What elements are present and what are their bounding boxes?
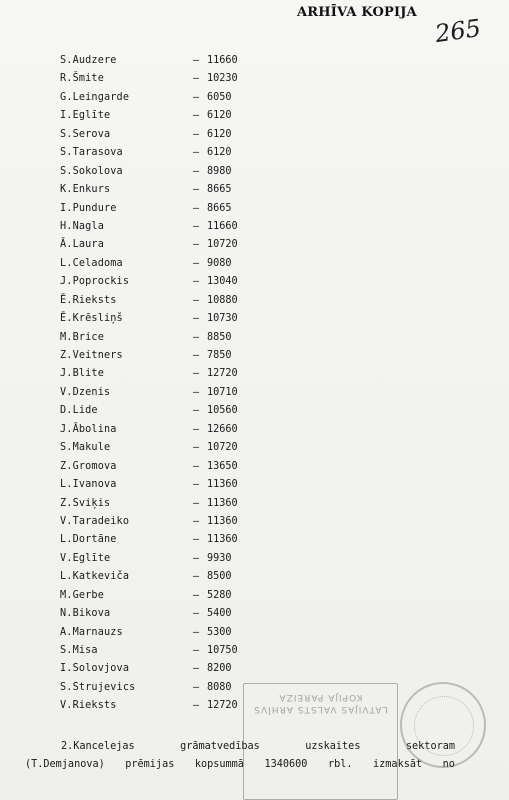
- footer-word: 2.Kancelejas: [61, 741, 135, 752]
- bonus-amount: 5400: [207, 608, 232, 620]
- list-item: [60, 218, 280, 236]
- dash-separator: –: [193, 405, 200, 417]
- list-item: [60, 236, 280, 254]
- list-item: [60, 163, 280, 181]
- bonus-amount: 12660: [207, 423, 238, 435]
- bonus-amount: 8665: [207, 184, 232, 196]
- employee-name: J.Poprockis: [60, 276, 130, 288]
- footer-word: sektoram: [405, 741, 455, 752]
- employee-name: J.Blite: [60, 368, 104, 380]
- employee-name: M.Brice: [60, 331, 104, 343]
- bonus-amount: 6120: [207, 110, 232, 122]
- bonus-amount: 9930: [207, 552, 232, 564]
- list-item: [60, 513, 280, 531]
- footer-word: izmaksāt: [373, 759, 423, 770]
- list-item: [60, 660, 280, 678]
- employee-name: Z.Gromova: [60, 460, 117, 472]
- employee-name: M.Gerbe: [60, 589, 104, 601]
- employee-name: Z.Veitners: [60, 350, 123, 361]
- employee-name: S.Misa: [60, 645, 98, 656]
- bonus-amount: 12720: [207, 368, 238, 380]
- footer-word: 1340600: [264, 759, 308, 770]
- list-item: [60, 200, 280, 218]
- employee-name: D.Lide: [60, 405, 98, 417]
- employee-name: N.Bikova: [60, 608, 111, 620]
- dash-separator: –: [193, 110, 200, 122]
- list-item: [60, 476, 280, 494]
- dash-separator: –: [193, 423, 200, 435]
- list-item: [60, 642, 280, 660]
- footer-word: rbl.: [327, 759, 353, 770]
- bonus-amount: 5280: [207, 589, 232, 601]
- bonus-amount: 11660: [207, 220, 238, 232]
- dash-separator: –: [193, 294, 200, 306]
- employee-name: V.Dzenis: [60, 386, 111, 398]
- employee-name: G.Leingarde: [60, 91, 130, 103]
- dash-separator: –: [193, 220, 200, 232]
- bonus-amount: 8980: [207, 165, 232, 177]
- dash-separator: –: [193, 91, 200, 103]
- list-item: [60, 568, 280, 586]
- dash-separator: –: [193, 645, 200, 656]
- employee-name: I.Eglīte: [60, 110, 111, 122]
- list-item: [60, 255, 280, 273]
- employee-name: S.Sokolova: [60, 165, 123, 177]
- dash-separator: –: [193, 663, 200, 675]
- list-item: [60, 365, 280, 383]
- employee-name: S.Strujevics: [60, 681, 136, 693]
- bonus-amount: 13040: [207, 276, 238, 288]
- dash-separator: –: [193, 626, 200, 638]
- stamp-round-inner: [414, 696, 474, 756]
- bonus-amount: 11360: [207, 479, 238, 491]
- list-item: [60, 421, 280, 439]
- archive-stamp-round: [400, 682, 486, 768]
- bonus-list: [60, 52, 280, 716]
- employee-name: S.Audzere: [60, 55, 117, 66]
- employee-name: I.Pundure: [60, 202, 117, 214]
- footer-word: (T.Demjanova): [25, 759, 105, 770]
- bonus-amount: 10750: [207, 645, 238, 656]
- employee-name: I.Solovjova: [60, 663, 130, 675]
- dash-separator: –: [193, 350, 200, 361]
- employee-name: K.Enkurs: [60, 184, 111, 196]
- dash-separator: –: [193, 147, 200, 159]
- dash-separator: –: [193, 257, 200, 269]
- dash-separator: –: [193, 608, 200, 620]
- footer-word: no: [442, 759, 455, 770]
- list-item: [60, 624, 280, 642]
- dash-separator: –: [193, 681, 200, 693]
- employee-name: J.Ābolina: [60, 423, 117, 435]
- list-item: [60, 384, 280, 402]
- list-item: [60, 89, 280, 107]
- bonus-amount: 6120: [207, 128, 232, 140]
- footer-word: uzskaites: [305, 741, 361, 752]
- list-item: [60, 292, 280, 310]
- dash-separator: –: [193, 552, 200, 564]
- dash-separator: –: [193, 239, 200, 251]
- dash-separator: –: [193, 128, 200, 140]
- employee-name: V.Rieksts: [60, 700, 117, 712]
- bonus-amount: 8665: [207, 202, 232, 214]
- employee-name: S.Makule: [60, 442, 111, 454]
- bonus-amount: 11360: [207, 534, 238, 546]
- bonus-amount: 8080: [207, 681, 232, 693]
- bonus-amount: 13650: [207, 460, 238, 472]
- bonus-amount: 10710: [207, 386, 238, 398]
- list-item: [60, 458, 280, 476]
- employee-name: R.Šmite: [60, 73, 104, 85]
- bonus-amount: 8500: [207, 571, 232, 583]
- list-item: [60, 587, 280, 605]
- dash-separator: –: [193, 386, 200, 398]
- employee-name: L.Celadoma: [60, 257, 123, 269]
- archive-stamp-rectangular: [243, 683, 398, 800]
- dash-separator: –: [193, 479, 200, 491]
- dash-separator: –: [193, 202, 200, 214]
- employee-name: Ē.Rieksts: [60, 294, 117, 306]
- bonus-amount: 11660: [207, 55, 238, 66]
- list-item: [60, 605, 280, 623]
- employee-name: A.Marnauzs: [60, 626, 123, 638]
- dash-separator: –: [193, 700, 200, 712]
- dash-separator: –: [193, 460, 200, 472]
- employee-name: V.Eglīte: [60, 552, 111, 564]
- bonus-amount: 11360: [207, 497, 238, 509]
- dash-separator: –: [193, 55, 200, 66]
- bonus-amount: 10730: [207, 313, 238, 325]
- bonus-amount: 9080: [207, 257, 232, 269]
- employee-name: Ē.Krēsliņš: [60, 313, 123, 325]
- list-item: [60, 402, 280, 420]
- bonus-amount: 6120: [207, 147, 232, 159]
- dash-separator: –: [193, 497, 200, 509]
- list-item: [60, 439, 280, 457]
- stamp-text-line-1: KOPIJA PAREIZA: [278, 692, 363, 702]
- bonus-amount: 6050: [207, 91, 232, 103]
- list-item: [60, 52, 280, 70]
- bonus-amount: 10560: [207, 405, 238, 417]
- bonus-amount: 12720: [207, 700, 238, 712]
- employee-name: Z.Sviķis: [60, 497, 111, 509]
- dash-separator: –: [193, 313, 200, 325]
- employee-name: Ā.Laura: [60, 239, 104, 251]
- dash-separator: –: [193, 73, 200, 85]
- dash-separator: –: [193, 589, 200, 601]
- handwritten-page-number: 265: [433, 13, 483, 49]
- employee-name: S.Tarasova: [60, 147, 123, 159]
- list-item: [60, 531, 280, 549]
- employee-name: V.Taradeiko: [60, 515, 130, 527]
- footer-word: kopsummā: [194, 759, 244, 770]
- dash-separator: –: [193, 571, 200, 583]
- list-item: [60, 347, 280, 365]
- dash-separator: –: [193, 276, 200, 288]
- employee-name: S.Serova: [60, 128, 111, 140]
- bonus-amount: 10720: [207, 442, 238, 454]
- employee-name: L.Dortāne: [60, 534, 117, 546]
- footer-word: grāmatvedības: [180, 741, 260, 752]
- bonus-amount: 5300: [207, 626, 232, 638]
- dash-separator: –: [193, 534, 200, 546]
- employee-name: H.Nagla: [60, 220, 104, 232]
- dash-separator: –: [193, 165, 200, 177]
- bonus-amount: 10880: [207, 294, 238, 306]
- employee-name: L.Ivanova: [60, 479, 117, 491]
- bonus-amount: 8850: [207, 331, 232, 343]
- dash-separator: –: [193, 331, 200, 343]
- dash-separator: –: [193, 184, 200, 196]
- list-item: [60, 329, 280, 347]
- dash-separator: –: [193, 515, 200, 527]
- dash-separator: –: [193, 442, 200, 454]
- employee-name: L.Katkeviča: [60, 571, 130, 583]
- footer-word: prēmijas: [125, 759, 175, 770]
- list-item: [60, 273, 280, 291]
- list-item: [60, 550, 280, 568]
- bonus-amount: 11360: [207, 515, 238, 527]
- archive-copy-header: ARHĪVA KOPIJA: [297, 5, 417, 20]
- bonus-amount: 8200: [207, 663, 232, 675]
- list-item: [60, 70, 280, 88]
- list-item: [60, 310, 280, 328]
- stamp-text-line-2: LATVIJAS VALSTS ARHĪVS: [253, 704, 388, 714]
- bonus-amount: 7850: [207, 350, 232, 361]
- list-item: [60, 126, 280, 144]
- bonus-amount: 10720: [207, 239, 238, 251]
- list-item: [60, 107, 280, 125]
- list-item: [60, 495, 280, 513]
- list-item: [60, 181, 280, 199]
- list-item: [60, 144, 280, 162]
- bonus-amount: 10230: [207, 73, 238, 85]
- dash-separator: –: [193, 368, 200, 380]
